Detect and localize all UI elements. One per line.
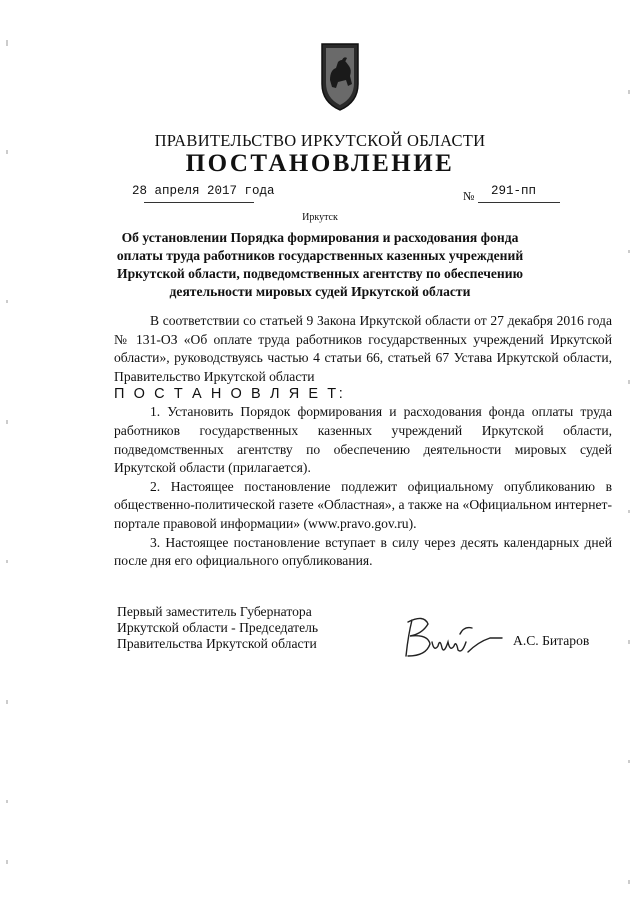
document-body [114, 312, 612, 571]
scan-margin-marks [628, 0, 630, 905]
preamble-paragraph: В соответствии со статьей 9 Закона Иркутской области от 27 декабря 2016 года № 131-ОЗ «Об оплате труда работников государственных учреждений Иркутской области», руководствуясь частью 4 статьи 66, статьей 67 Устава Иркутской области, Правительство Иркутской области [114, 313, 612, 384]
position-line: Первый заместитель Губернатора [117, 604, 312, 619]
date-underline [144, 202, 254, 203]
number-sign: № [463, 189, 475, 203]
position-line: Иркутской области - Председатель [117, 620, 319, 636]
document-number: 291-пп [491, 184, 537, 198]
decree-word: П О С Т А Н О В Л Я Е Т: [114, 386, 346, 403]
list-item: 2. Настоящее постановление подлежит официальному опубликованию в общественно-политической газете «Областная», а также на «Официальном интернет-портале правовой информации» (www.pravo.gov.ru). [114, 478, 612, 531]
handwritten-signature-icon [398, 612, 508, 662]
number-underline [478, 202, 560, 203]
document-type-title: ПОСТАНОВЛЕНИЕ [185, 150, 455, 177]
document-date: 28 апреля 2017 года [132, 184, 275, 198]
list-item: 1. Установить Порядок формирования и расходования фонда оплаты труда работников государственных казенных учреждений Иркутской области, подведомственных агентству по обеспечению деятельности мировых судей Иркутской области (прилагается). [114, 404, 612, 476]
list-item: 3. Настоящее постановление вступает в силу через десять календарных дней после дня его официального опубликования. [114, 534, 612, 569]
city: Иркутск [302, 212, 338, 223]
document-heading: Об установлении Порядка формирования и расходования фонда оплаты труда работников государственных казенных учреждений Иркутской области, подведомственных агентству по обеспечению деятельности мировых судей Иркутской области [116, 230, 524, 299]
signatory-position [117, 604, 397, 653]
signer-name: А.С. Битаров [513, 633, 590, 648]
government-name: ПРАВИТЕЛЬСТВО ИРКУТСКОЙ ОБЛАСТИ [154, 131, 486, 150]
position-line: Правительства Иркутской области [117, 636, 317, 652]
scan-margin-marks [6, 0, 8, 905]
coat-of-arms-icon [318, 40, 362, 114]
